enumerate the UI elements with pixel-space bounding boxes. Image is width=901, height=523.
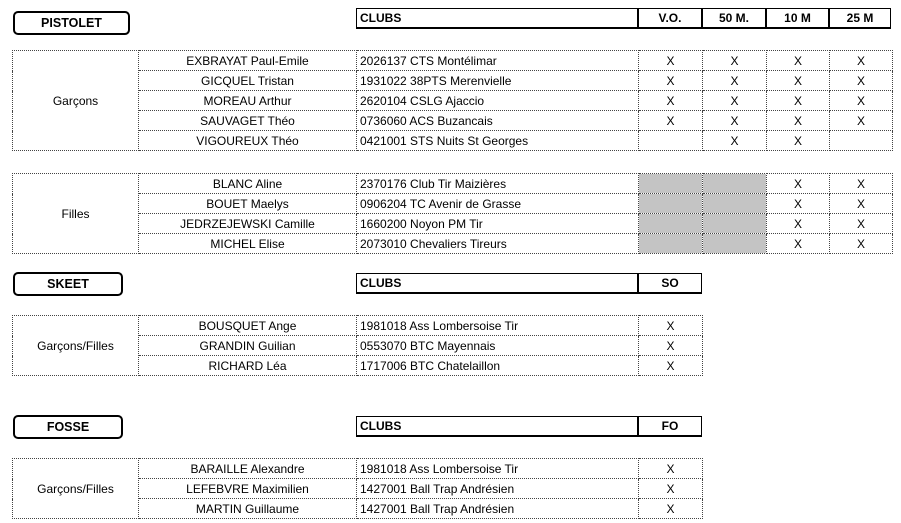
club-cell: 0553070 BTC Mayennais (357, 336, 639, 356)
club-cell: 1981018 Ass Lombersoise Tir (357, 316, 639, 336)
athlete-name: RICHARD Léa (139, 356, 357, 376)
mark-cell: X (639, 336, 703, 356)
mark-cell: X (830, 51, 893, 71)
mark-cell: X (639, 111, 703, 131)
mark-cell: X (830, 71, 893, 91)
table-row (13, 174, 893, 194)
disabled-cell (703, 174, 767, 194)
mark-cell (639, 131, 703, 151)
pistolet-col-25m-header: 25 M (829, 8, 891, 29)
athlete-name: EXBRAYAT Paul-Emile (139, 51, 357, 71)
athlete-name: MOREAU Arthur (139, 91, 357, 111)
section-title-fosse: FOSSE (13, 415, 123, 439)
club-cell: 2026137 CTS Montélimar (357, 51, 639, 71)
athlete-name: BARAILLE Alexandre (139, 459, 357, 479)
pistolet-col-10m-header: 10 M (766, 8, 829, 29)
pistolet-filles-table (12, 173, 893, 254)
category-label: Garçons/Filles (13, 459, 139, 519)
pistolet-garcons-table (12, 50, 893, 151)
disabled-cell (703, 194, 767, 214)
table-row (13, 194, 893, 214)
category-label: Filles (13, 174, 139, 254)
mark-cell (830, 131, 893, 151)
category-label: Garçons (13, 51, 139, 151)
athlete-name: MARTIN Guillaume (139, 499, 357, 519)
skeet-col-so-header: SO (638, 273, 702, 294)
club-cell: 2620104 CSLG Ajaccio (357, 91, 639, 111)
club-cell: 1427001 Ball Trap Andrésien (357, 499, 639, 519)
section-title-skeet: SKEET (13, 272, 123, 296)
athlete-name: LEFEBVRE Maximilien (139, 479, 357, 499)
mark-cell: X (639, 479, 703, 499)
mark-cell: X (639, 499, 703, 519)
mark-cell: X (767, 111, 830, 131)
athlete-name: VIGOUREUX Théo (139, 131, 357, 151)
athlete-name: BLANC Aline (139, 174, 357, 194)
pistolet-clubs-header: CLUBS (356, 8, 638, 29)
mark-cell: X (639, 71, 703, 91)
athlete-name: GRANDIN Guilian (139, 336, 357, 356)
mark-cell: X (703, 131, 767, 151)
athlete-name: SAUVAGET Théo (139, 111, 357, 131)
disabled-cell (639, 174, 703, 194)
mark-cell: X (767, 71, 830, 91)
table-row (13, 91, 893, 111)
mark-cell: X (639, 91, 703, 111)
club-cell: 1660200 Noyon PM Tir (357, 214, 639, 234)
mark-cell: X (639, 356, 703, 376)
mark-cell: X (639, 51, 703, 71)
mark-cell: X (767, 194, 830, 214)
athlete-name: BOUET Maelys (139, 194, 357, 214)
mark-cell: X (767, 174, 830, 194)
club-cell: 0906204 TC Avenir de Grasse (357, 194, 639, 214)
mark-cell: X (703, 91, 767, 111)
skeet-table (12, 315, 703, 376)
athlete-name: MICHEL Elise (139, 234, 357, 254)
fosse-table (12, 458, 703, 519)
mark-cell: X (767, 131, 830, 151)
table-row (13, 234, 893, 254)
mark-cell: X (830, 91, 893, 111)
mark-cell: X (767, 91, 830, 111)
club-cell: 1717006 BTC Chatelaillon (357, 356, 639, 376)
disabled-cell (703, 214, 767, 234)
mark-cell: X (830, 234, 893, 254)
mark-cell: X (767, 234, 830, 254)
pistolet-col-vo-header: V.O. (638, 8, 702, 29)
table-row (13, 316, 703, 336)
pistolet-col-50m-header: 50 M. (702, 8, 766, 29)
club-cell: 2073010 Chevaliers Tireurs (357, 234, 639, 254)
club-cell: 0421001 STS Nuits St Georges (357, 131, 639, 151)
mark-cell: X (830, 111, 893, 131)
table-row (13, 459, 703, 479)
skeet-clubs-header: CLUBS (356, 273, 638, 294)
club-cell: 1427001 Ball Trap Andrésien (357, 479, 639, 499)
mark-cell: X (703, 71, 767, 91)
club-cell: 0736060 ACS Buzancais (357, 111, 639, 131)
table-row (13, 71, 893, 91)
table-row (13, 214, 893, 234)
club-cell: 1931022 38PTS Merenvielle (357, 71, 639, 91)
fosse-col-fo-header: FO (638, 416, 702, 437)
mark-cell: X (703, 51, 767, 71)
table-row (13, 111, 893, 131)
disabled-cell (639, 234, 703, 254)
athlete-name: BOUSQUET Ange (139, 316, 357, 336)
mark-cell: X (767, 51, 830, 71)
mark-cell: X (639, 316, 703, 336)
fosse-clubs-header: CLUBS (356, 416, 638, 437)
mark-cell: X (639, 459, 703, 479)
disabled-cell (639, 214, 703, 234)
mark-cell: X (830, 174, 893, 194)
athlete-name: GICQUEL Tristan (139, 71, 357, 91)
table-row (13, 131, 893, 151)
mark-cell: X (767, 214, 830, 234)
club-cell: 2370176 Club Tir Maizières (357, 174, 639, 194)
disabled-cell (703, 234, 767, 254)
athlete-name: JEDRZEJEWSKI Camille (139, 214, 357, 234)
section-title-pistolet: PISTOLET (13, 11, 130, 35)
table-row (13, 51, 893, 71)
club-cell: 1981018 Ass Lombersoise Tir (357, 459, 639, 479)
category-label: Garçons/Filles (13, 316, 139, 376)
mark-cell: X (703, 111, 767, 131)
mark-cell: X (830, 194, 893, 214)
disabled-cell (639, 194, 703, 214)
mark-cell: X (830, 214, 893, 234)
